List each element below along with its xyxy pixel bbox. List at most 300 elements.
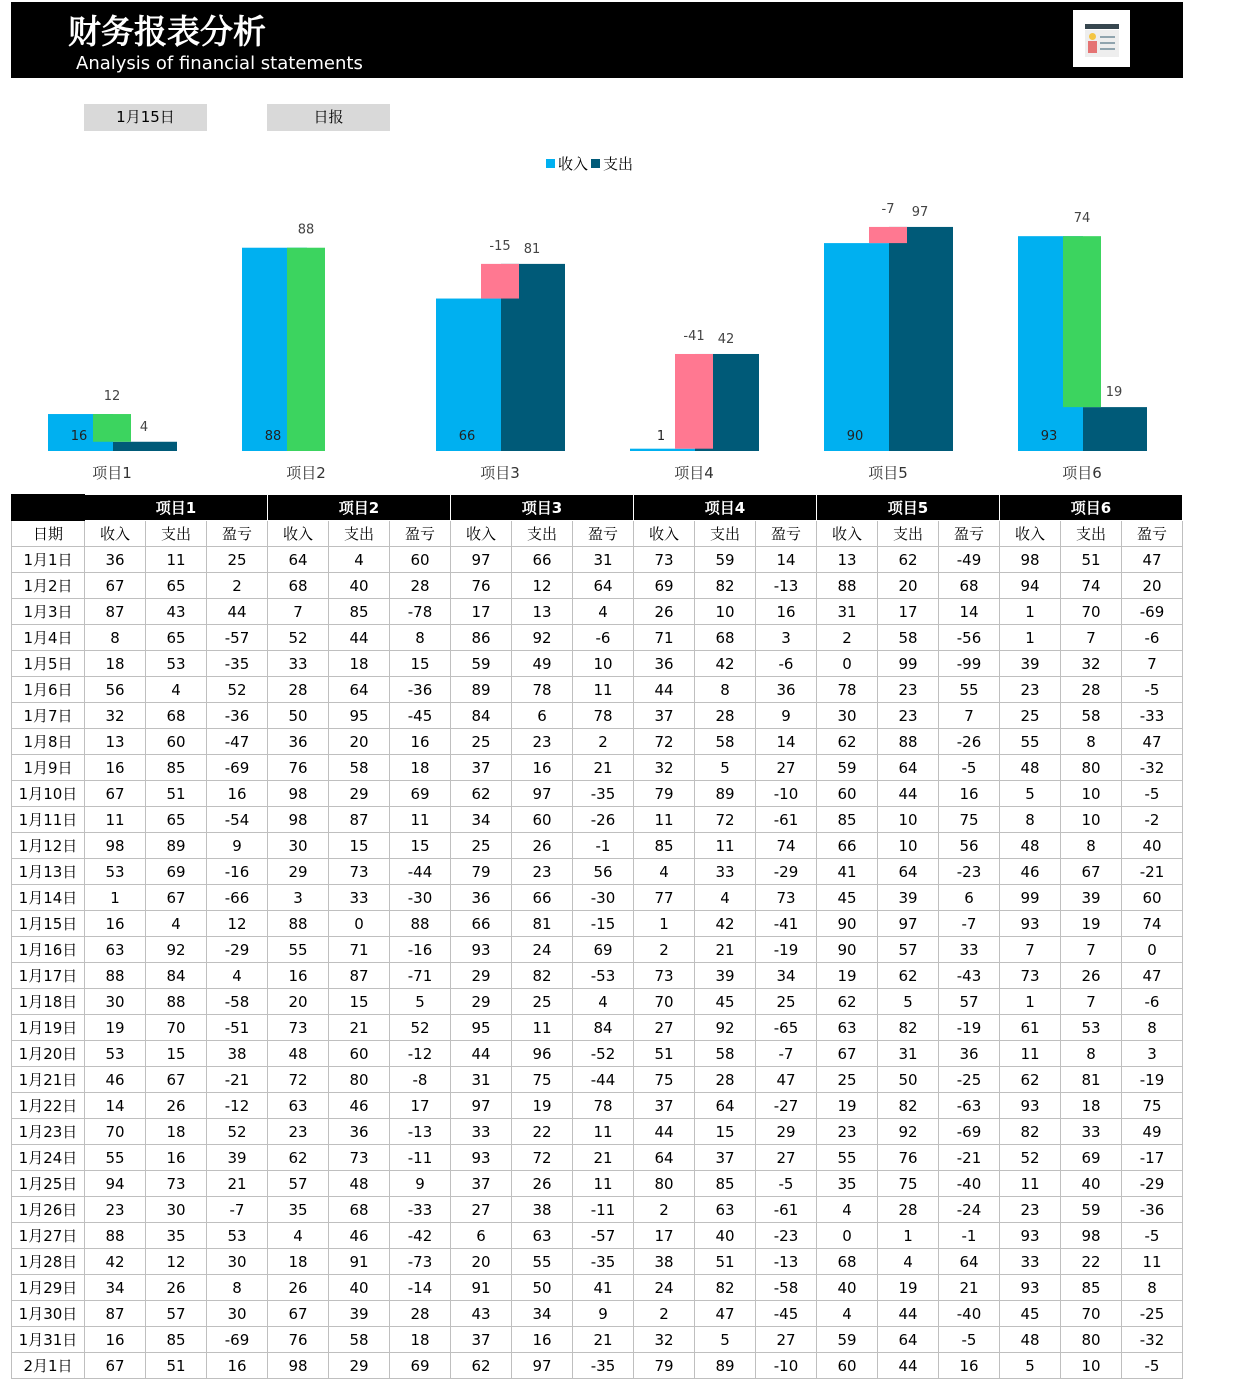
value-cell: -16	[207, 859, 268, 885]
value-cell: 60	[390, 547, 451, 573]
table-row	[12, 859, 1183, 885]
value-cell: 53	[207, 1223, 268, 1249]
date-cell: 1月29日	[12, 1275, 85, 1301]
date-cell: 1月5日	[12, 651, 85, 677]
value-cell: 53	[85, 1041, 146, 1067]
value-cell: 75	[939, 807, 1000, 833]
value-cell: -65	[756, 1015, 817, 1041]
value-cell: 85	[146, 1327, 207, 1353]
value-cell: 25	[1000, 703, 1061, 729]
value-cell: -14	[390, 1275, 451, 1301]
value-cell: 45	[695, 989, 756, 1015]
value-cell: -40	[939, 1301, 1000, 1327]
value-cell: 19	[85, 1015, 146, 1041]
date-cell: 1月16日	[12, 937, 85, 963]
expense-bar	[113, 442, 177, 451]
value-cell: 23	[817, 1119, 878, 1145]
value-cell: 81	[1061, 1067, 1122, 1093]
value-cell: 29	[451, 989, 512, 1015]
value-cell: 46	[329, 1093, 390, 1119]
value-cell: 85	[146, 755, 207, 781]
value-cell: 36	[756, 677, 817, 703]
value-cell: 67	[1061, 859, 1122, 885]
value-cell: 32	[85, 703, 146, 729]
value-cell: 31	[451, 1067, 512, 1093]
expense-data-label: 4	[139, 419, 149, 435]
date-cell: 1月4日	[12, 625, 85, 651]
value-cell: 73	[268, 1015, 329, 1041]
value-cell: 87	[329, 807, 390, 833]
value-cell: 62	[451, 781, 512, 807]
value-cell: 21	[695, 937, 756, 963]
value-cell: 67	[146, 1067, 207, 1093]
category-label: 项目2	[286, 464, 326, 482]
value-cell: 53	[1061, 1015, 1122, 1041]
value-cell: 59	[451, 651, 512, 677]
value-cell: 90	[817, 937, 878, 963]
value-cell: 13	[85, 729, 146, 755]
table-row	[12, 1353, 1183, 1379]
value-cell: 82	[878, 1093, 939, 1119]
value-cell: 55	[1000, 729, 1061, 755]
value-cell: 73	[146, 1171, 207, 1197]
group-header: 项目1	[85, 495, 268, 521]
table-row	[12, 651, 1183, 677]
column-header: 盈亏	[390, 521, 451, 547]
value-cell: -69	[939, 1119, 1000, 1145]
value-cell: 64	[695, 1093, 756, 1119]
value-cell: 85	[1061, 1275, 1122, 1301]
value-cell: 5	[390, 989, 451, 1015]
value-cell: 42	[85, 1249, 146, 1275]
value-cell: 29	[451, 963, 512, 989]
value-cell: 6	[939, 885, 1000, 911]
value-cell: 41	[573, 1275, 634, 1301]
value-cell: 4	[329, 547, 390, 573]
value-cell: 15	[390, 833, 451, 859]
value-cell: 66	[817, 833, 878, 859]
value-cell: 25	[756, 989, 817, 1015]
value-cell: -52	[573, 1041, 634, 1067]
value-cell: 16	[85, 911, 146, 937]
table-row	[12, 1327, 1183, 1353]
value-cell: 87	[85, 1301, 146, 1327]
value-cell: 40	[695, 1223, 756, 1249]
value-cell: 34	[756, 963, 817, 989]
value-cell: 40	[1061, 1171, 1122, 1197]
date-cell: 1月2日	[12, 573, 85, 599]
value-cell: 28	[390, 573, 451, 599]
value-cell: 40	[817, 1275, 878, 1301]
value-cell: 33	[939, 937, 1000, 963]
value-cell: 51	[146, 1353, 207, 1379]
income-data-label: 66	[458, 429, 476, 444]
value-cell: 68	[939, 573, 1000, 599]
value-cell: -6	[756, 651, 817, 677]
value-cell: 94	[1000, 573, 1061, 599]
value-cell: 67	[85, 573, 146, 599]
value-cell: -12	[207, 1093, 268, 1119]
value-cell: 93	[451, 1145, 512, 1171]
value-cell: 22	[512, 1119, 573, 1145]
date-cell: 1月6日	[12, 677, 85, 703]
value-cell: 16	[146, 1145, 207, 1171]
value-cell: 60	[146, 729, 207, 755]
income-bar	[630, 449, 695, 451]
value-cell: 16	[939, 781, 1000, 807]
value-cell: -26	[939, 729, 1000, 755]
value-cell: 1	[878, 1223, 939, 1249]
value-cell: -63	[939, 1093, 1000, 1119]
value-cell: 13	[512, 599, 573, 625]
profit-bar	[481, 264, 519, 299]
value-cell: 47	[1122, 963, 1183, 989]
value-cell: 99	[878, 651, 939, 677]
value-cell: 53	[85, 859, 146, 885]
value-cell: -15	[573, 911, 634, 937]
value-cell: 4	[573, 989, 634, 1015]
value-cell: 50	[512, 1275, 573, 1301]
value-cell: 7	[268, 599, 329, 625]
table-row	[12, 677, 1183, 703]
value-cell: -6	[1122, 989, 1183, 1015]
value-cell: 62	[878, 963, 939, 989]
value-cell: 7	[1000, 937, 1061, 963]
value-cell: 16	[207, 1353, 268, 1379]
value-cell: -29	[756, 859, 817, 885]
value-cell: 39	[695, 963, 756, 989]
value-cell: 5	[695, 755, 756, 781]
value-cell: 63	[512, 1223, 573, 1249]
value-cell: -35	[573, 1353, 634, 1379]
value-cell: 4	[146, 911, 207, 937]
value-cell: 91	[451, 1275, 512, 1301]
value-cell: 86	[451, 625, 512, 651]
value-cell: 28	[390, 1301, 451, 1327]
table-row	[12, 1275, 1183, 1301]
value-cell: 28	[695, 1067, 756, 1093]
value-cell: 31	[573, 547, 634, 573]
value-cell: 78	[573, 703, 634, 729]
value-cell: 74	[1122, 911, 1183, 937]
value-cell: 66	[451, 911, 512, 937]
value-cell: 82	[878, 1015, 939, 1041]
value-cell: 52	[207, 677, 268, 703]
date-cell: 1月30日	[12, 1301, 85, 1327]
value-cell: 51	[695, 1249, 756, 1275]
expense-data-label: 42	[717, 331, 735, 347]
value-cell: 17	[451, 599, 512, 625]
value-cell: 44	[878, 1301, 939, 1327]
value-cell: 57	[878, 937, 939, 963]
value-cell: 60	[329, 1041, 390, 1067]
value-cell: 25	[512, 989, 573, 1015]
chart-legend	[546, 153, 633, 174]
column-header: 收入	[268, 521, 329, 547]
value-cell: 58	[878, 625, 939, 651]
value-cell: 21	[329, 1015, 390, 1041]
value-cell: 38	[207, 1041, 268, 1067]
value-cell: 20	[451, 1249, 512, 1275]
value-cell: 88	[85, 963, 146, 989]
column-header: 盈亏	[1122, 521, 1183, 547]
table-row	[12, 547, 1183, 573]
value-cell: -36	[1122, 1197, 1183, 1223]
value-cell: 73	[329, 859, 390, 885]
group-header: 项目6	[1000, 495, 1183, 521]
value-cell: 75	[512, 1067, 573, 1093]
column-header: 支出	[512, 521, 573, 547]
value-cell: 44	[878, 1353, 939, 1379]
value-cell: 70	[146, 1015, 207, 1041]
value-cell: 27	[756, 1145, 817, 1171]
value-cell: 68	[695, 625, 756, 651]
value-cell: 48	[1000, 755, 1061, 781]
value-cell: 96	[512, 1041, 573, 1067]
value-cell: 68	[329, 1197, 390, 1223]
value-cell: 64	[878, 1327, 939, 1353]
table-row	[12, 703, 1183, 729]
column-header: 盈亏	[939, 521, 1000, 547]
value-cell: 73	[1000, 963, 1061, 989]
column-header: 支出	[1061, 521, 1122, 547]
category-label: 项目3	[480, 464, 520, 482]
value-cell: 98	[268, 1353, 329, 1379]
income-data-label: 93	[1040, 429, 1058, 444]
value-cell: 65	[146, 807, 207, 833]
value-cell: -32	[1122, 755, 1183, 781]
value-cell: -5	[1122, 781, 1183, 807]
table-row	[12, 1171, 1183, 1197]
value-cell: 33	[1000, 1249, 1061, 1275]
value-cell: 33	[451, 1119, 512, 1145]
value-cell: -54	[207, 807, 268, 833]
income-data-label: 16	[70, 429, 88, 444]
date-cell: 1月17日	[12, 963, 85, 989]
value-cell: 11	[1000, 1171, 1061, 1197]
value-cell: 93	[451, 937, 512, 963]
value-cell: 80	[634, 1171, 695, 1197]
value-cell: 80	[1061, 755, 1122, 781]
value-cell: 6	[512, 703, 573, 729]
value-cell: 60	[512, 807, 573, 833]
profit-bar	[287, 248, 325, 451]
value-cell: 12	[512, 573, 573, 599]
value-cell: 19	[512, 1093, 573, 1119]
value-cell: 80	[1061, 1327, 1122, 1353]
value-cell: -69	[207, 755, 268, 781]
value-cell: 58	[695, 729, 756, 755]
value-cell: 8	[85, 625, 146, 651]
value-cell: 67	[146, 885, 207, 911]
value-cell: -21	[939, 1145, 1000, 1171]
value-cell: 44	[451, 1041, 512, 1067]
value-cell: 40	[329, 1275, 390, 1301]
value-cell: 52	[390, 1015, 451, 1041]
value-cell: 59	[1061, 1197, 1122, 1223]
value-cell: 8	[695, 677, 756, 703]
value-cell: 76	[451, 573, 512, 599]
value-cell: -11	[390, 1145, 451, 1171]
value-cell: -32	[1122, 1327, 1183, 1353]
value-cell: 73	[634, 547, 695, 573]
value-cell: 15	[329, 989, 390, 1015]
value-cell: 20	[878, 573, 939, 599]
value-cell: 44	[878, 781, 939, 807]
legend-expense-swatch	[591, 159, 600, 168]
value-cell: 52	[268, 625, 329, 651]
date-cell: 1月26日	[12, 1197, 85, 1223]
value-cell: 12	[146, 1249, 207, 1275]
value-cell: 17	[634, 1223, 695, 1249]
value-cell: 69	[146, 859, 207, 885]
date-cell: 1月31日	[12, 1327, 85, 1353]
value-cell: 17	[390, 1093, 451, 1119]
value-cell: 24	[512, 937, 573, 963]
value-cell: 93	[1000, 911, 1061, 937]
value-cell: 69	[634, 573, 695, 599]
value-cell: 8	[390, 625, 451, 651]
value-cell: 44	[329, 625, 390, 651]
value-cell: 3	[1122, 1041, 1183, 1067]
value-cell: 48	[268, 1041, 329, 1067]
value-cell: 7	[1061, 625, 1122, 651]
value-cell: 59	[817, 1327, 878, 1353]
value-cell: -49	[939, 547, 1000, 573]
value-cell: 4	[817, 1301, 878, 1327]
legend-income-label: 收入	[558, 155, 589, 173]
value-cell: 82	[695, 573, 756, 599]
value-cell: 64	[878, 755, 939, 781]
date-cell: 1月10日	[12, 781, 85, 807]
value-cell: 75	[878, 1171, 939, 1197]
value-cell: 8	[1061, 833, 1122, 859]
value-cell: 68	[817, 1249, 878, 1275]
value-cell: -10	[756, 781, 817, 807]
value-cell: 62	[878, 547, 939, 573]
value-cell: -51	[207, 1015, 268, 1041]
value-cell: -6	[573, 625, 634, 651]
value-cell: 48	[329, 1171, 390, 1197]
value-cell: 63	[85, 937, 146, 963]
value-cell: 10	[878, 833, 939, 859]
value-cell: 4	[146, 677, 207, 703]
value-cell: 33	[329, 885, 390, 911]
value-cell: 43	[146, 599, 207, 625]
value-cell: 97	[512, 781, 573, 807]
value-cell: 58	[695, 1041, 756, 1067]
table-row	[12, 807, 1183, 833]
value-cell: 98	[1061, 1223, 1122, 1249]
column-header: 盈亏	[756, 521, 817, 547]
value-cell: -33	[390, 1197, 451, 1223]
value-cell: 23	[878, 703, 939, 729]
value-cell: 33	[1061, 1119, 1122, 1145]
value-cell: 38	[512, 1197, 573, 1223]
value-cell: -61	[756, 1197, 817, 1223]
income-expense-chart	[0, 180, 1234, 490]
value-cell: 60	[817, 1353, 878, 1379]
value-cell: 67	[85, 781, 146, 807]
value-cell: -7	[207, 1197, 268, 1223]
value-cell: -29	[1122, 1171, 1183, 1197]
value-cell: 11	[1122, 1249, 1183, 1275]
period-selector[interactable]: 日报	[267, 104, 390, 131]
value-cell: 26	[512, 833, 573, 859]
value-cell: 69	[1061, 1145, 1122, 1171]
value-cell: 39	[1000, 651, 1061, 677]
value-cell: 7	[1122, 651, 1183, 677]
value-cell: 16	[85, 755, 146, 781]
value-cell: 48	[1000, 833, 1061, 859]
value-cell: 12	[207, 911, 268, 937]
value-cell: 8	[1122, 1275, 1183, 1301]
value-cell: 73	[756, 885, 817, 911]
value-cell: 34	[512, 1301, 573, 1327]
value-cell: 28	[1061, 677, 1122, 703]
value-cell: 44	[634, 1119, 695, 1145]
value-cell: 18	[390, 755, 451, 781]
value-cell: -16	[390, 937, 451, 963]
value-cell: 13	[817, 547, 878, 573]
expense-data-label: 19	[1105, 385, 1123, 401]
value-cell: 11	[573, 677, 634, 703]
value-cell: 66	[512, 547, 573, 573]
date-selector[interactable]: 1月15日	[84, 104, 207, 131]
value-cell: 79	[451, 859, 512, 885]
profit-data-label: 12	[103, 389, 121, 405]
value-cell: -7	[756, 1041, 817, 1067]
value-cell: 7	[1061, 937, 1122, 963]
value-cell: -69	[1122, 599, 1183, 625]
value-cell: 18	[1061, 1093, 1122, 1119]
value-cell: 65	[146, 625, 207, 651]
profit-data-label: 74	[1073, 211, 1091, 227]
value-cell: -5	[756, 1171, 817, 1197]
value-cell: 26	[634, 599, 695, 625]
value-cell: 19	[817, 963, 878, 989]
column-header: 支出	[695, 521, 756, 547]
value-cell: 97	[878, 911, 939, 937]
value-cell: 8	[1000, 807, 1061, 833]
value-cell: 5	[1000, 1353, 1061, 1379]
value-cell: 97	[512, 1353, 573, 1379]
value-cell: 42	[695, 651, 756, 677]
value-cell: -53	[573, 963, 634, 989]
value-cell: 88	[390, 911, 451, 937]
value-cell: 76	[878, 1145, 939, 1171]
value-cell: 4	[573, 599, 634, 625]
value-cell: 70	[1061, 1301, 1122, 1327]
value-cell: -1	[573, 833, 634, 859]
value-cell: 68	[268, 573, 329, 599]
profit-bar	[1063, 236, 1101, 407]
value-cell: 89	[695, 1353, 756, 1379]
value-cell: 26	[1061, 963, 1122, 989]
value-cell: 84	[146, 963, 207, 989]
value-cell: 47	[695, 1301, 756, 1327]
value-cell: 4	[695, 885, 756, 911]
value-cell: 27	[451, 1197, 512, 1223]
value-cell: 35	[817, 1171, 878, 1197]
value-cell: 52	[1000, 1145, 1061, 1171]
value-cell: 2	[634, 1197, 695, 1223]
value-cell: -7	[939, 911, 1000, 937]
value-cell: -2	[1122, 807, 1183, 833]
value-cell: 95	[329, 703, 390, 729]
profit-data-label: -7	[881, 201, 895, 217]
value-cell: 30	[207, 1249, 268, 1275]
